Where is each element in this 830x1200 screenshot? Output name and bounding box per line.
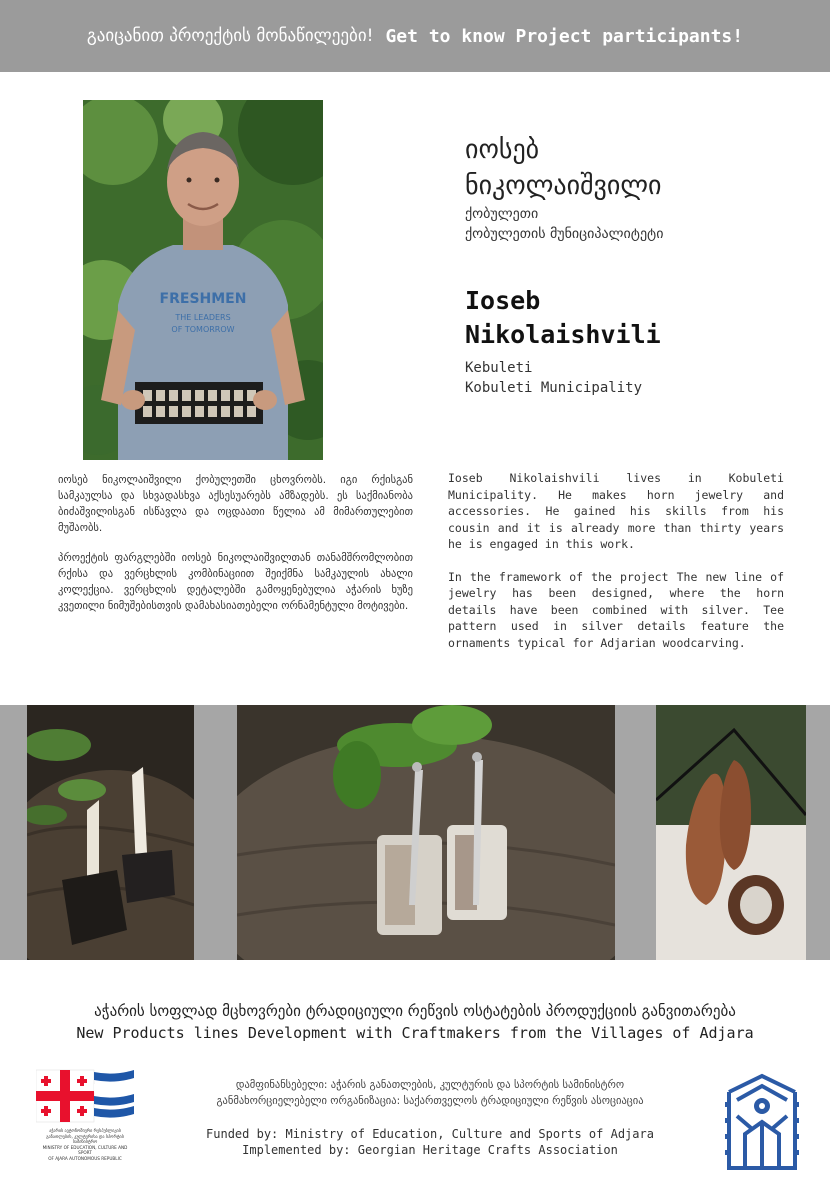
participant-portrait (83, 100, 323, 460)
participant-name-ka-last: ნიკოლაიშვილი (465, 171, 662, 201)
bio-georgian (58, 472, 413, 614)
bio-english (448, 470, 784, 651)
implemented-by-en: Implemented by: Georgian Heritage Crafts Association (242, 1143, 618, 1157)
funded-by-en: Funded by: Ministry of Education, Culture and Sports of Adjara (206, 1127, 654, 1141)
bio-ka-paragraph-1: იოსებ ნიკოლაიშვილი ქობულეთში ცხოვრობს. იგი რქისგან სამკაულსა და სხვადასხვა აქსესუარებს ამზადებს. ეს საქმიანობა ბიძაშვილისგან ისწავლა და ოცდაათი წელია ამ მიმართულებით მუშაობს. (58, 474, 413, 534)
adjara-flag-icon (36, 1068, 134, 1124)
project-title-ka: აჭარის სოფლად მცხოვრები ტრადიციული რეწვის ოსტატების პროდუქციის განვითარება (94, 1002, 736, 1020)
implemented-by-ka: განმახორციელებელი ორგანიზაცია: საქართველოს ტრადიციული რეწვის ასოციაცია (216, 1095, 644, 1107)
participant-names (465, 132, 805, 398)
ministry-logo-caption (36, 1128, 134, 1161)
funded-by-ka: დამფინანსებელი: აჭარის განათლების, კულტურის და სპორტის სამინისტრო (235, 1079, 625, 1091)
header-banner (0, 0, 830, 72)
shirt-print-line-3: OF TOMORROW (171, 325, 235, 334)
ornament-logo-icon (723, 1072, 801, 1172)
ministry-logo (36, 1068, 134, 1160)
ministry-caption-en-1: MINISTRY OF EDUCATION, CULTURE AND SPORT (42, 1144, 128, 1155)
project-title-en: New Products lines Development with Craftmakers from the Villages of Adjara (76, 1024, 754, 1042)
ministry-caption-ka-2: განათლების, კულტურისა და სპორტის სამინისტრო (46, 1133, 124, 1144)
credits-georgian (150, 1077, 710, 1109)
credits-english (150, 1126, 710, 1158)
ministry-caption-ka-1: აჭარის ავტონომიური რესპუბლიკის (49, 1128, 121, 1133)
participant-town-ka: ქობულეთი (465, 206, 539, 222)
participant-town-en: Kebuleti (465, 360, 533, 376)
bio-ka-paragraph-2: პროექტის ფარგლებში იოსებ ნიკოლაიშვილთან თანამშრომლობით რქისა და ვერცხლის კომბინაციით შეიქმნა სამკაულის ახალი კოლექცია. ვერცხლის დეტალებში გამოყენებულია აჭარის ხუზე კვეთილი ნიმუშებისთვის დამახასიათებელი ორნამენტული მოტივები. (58, 552, 413, 612)
shirt-print-line-1: FRESHMEN (159, 291, 247, 307)
banner-title-ka: გაიცანით პროექტის მონაწილეები! (86, 26, 374, 46)
bio-en-paragraph-1: Ioseb Nikolaishvili lives in Kobuleti Municipality. He makes horn jewelry and accessories. He gained his skills from his cousin and it is already more than thirty years he is engaged in this work. (448, 471, 784, 551)
product-gallery (0, 705, 830, 960)
participant-name-en-last: Nikolaishvili (465, 320, 661, 349)
product-photo-horn-pendants (27, 705, 194, 960)
bio-en-paragraph-2: In the framework of the project The new line of jewelry has been designed, where the horn details have been combined with silver. Tee pattern used in silver details feature the ornaments typical for Adjarian woodcarving. (448, 569, 784, 650)
participant-name-ka-first: იოსებ (465, 135, 540, 165)
ministry-caption-en-2: OF AJARA AUTONOMOUS REPUBLIC (48, 1155, 122, 1161)
shirt-print-line-2: THE LEADERS (175, 313, 231, 322)
product-photo-silver-horn-earrings (237, 705, 615, 960)
participant-name-en-first: Ioseb (465, 286, 541, 315)
participant-municipality-ka: ქობულეთის მუნიციპალიტეტი (465, 226, 664, 242)
banner-title-en: Get to know Project participants! (385, 25, 744, 47)
product-photo-horn-ring-and-pendants (656, 705, 806, 960)
participant-municipality-en: Kobuleti Municipality (465, 380, 643, 396)
